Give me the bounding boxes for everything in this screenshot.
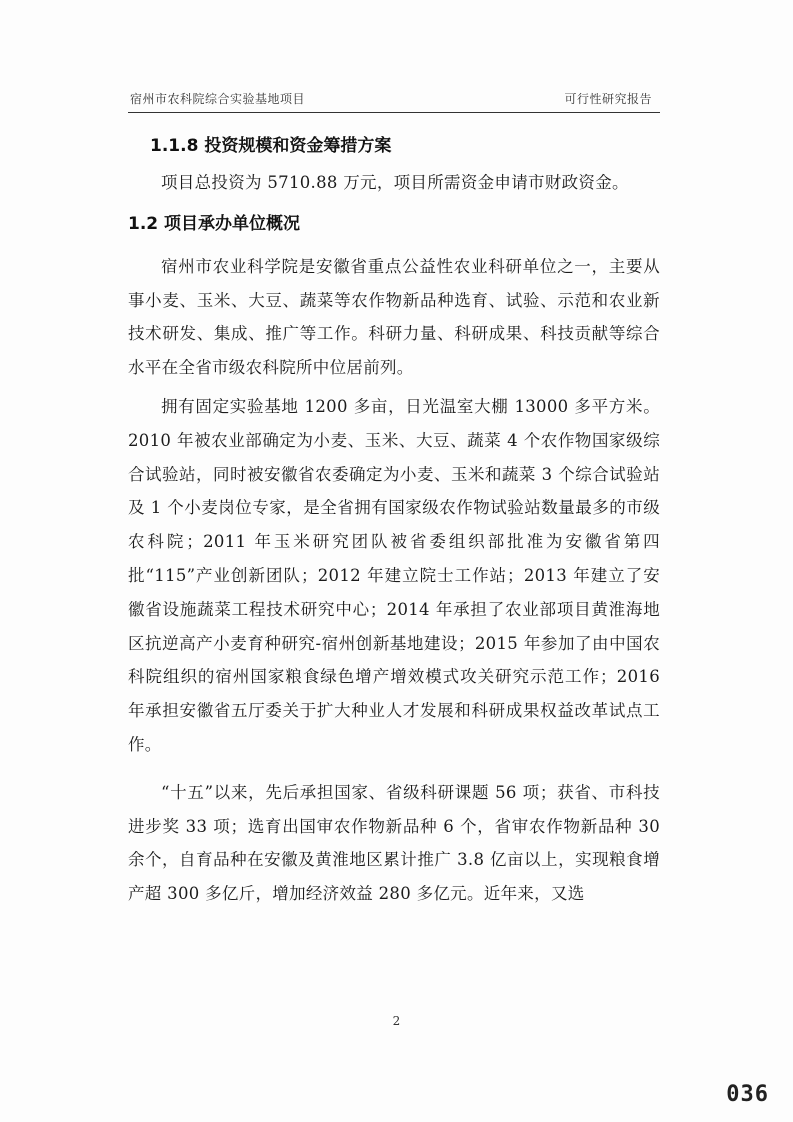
page-number: 2 [392, 1014, 401, 1028]
paragraph-unit-overview: 宿州市农业科学院是安徽省重点公益性农业科研单位之一，主要从事小麦、玉米、大豆、蔬菜等农作物新品种选育、试验、示范和农业新技术研发、集成、推广等工作。科研力量、科研成果、科技贡献等综合水平在全省市级农科院所中位居前列。 [128, 256, 660, 378]
header-divider [128, 112, 660, 113]
paragraph-achievements: “十五”以来，先后承担国家、省级科研课题 56 项；获省、市科技进步奖 33 项；选育出国审农作物新品种 6 个，省审农作物新品种 30 余个，自育品种在安徽及黄淮地区累计推广 3.8 亿亩以上，实现粮食增产超 300 多亿斤，增加经济效益 280 多亿元。近年来，又选 [128, 782, 660, 904]
stamped-sheet-number: 036 [726, 1082, 769, 1107]
section-heading-1-1-8: 1.1.8 投资规模和资金筹措方案 [150, 136, 392, 156]
running-header [128, 86, 660, 110]
header-report-type: 可行性研究报告 [564, 92, 652, 106]
section-heading-1-2: 1.2 项目承办单位概况 [128, 213, 301, 234]
header-project-title: 宿州市农科院综合实验基地项目 [130, 92, 306, 106]
paragraph-base-history: 拥有固定实验基地 1200 多亩，日光温室大棚 13000 多平方米。2010 年被农业部确定为小麦、玉米、大豆、蔬菜 4 个农作物国家级综合试验站，同时被安徽省农委确定为小麦、玉米和蔬菜 3 个综合试验站及 1 个小麦岗位专家，是全省拥有国家级农作物试验站数量最多的市级农科院；2011 年玉米研究团队被省委组织部批准为安徽省第四批“115”产业创新团队；2012 年建立院士工作站；2013 年建立了安徽省设施蔬菜工程技术研究中心；2014 年承担了农业部项目黄淮海地区抗逆高产小麦育种研究-宿州创新基地建设；2015 年参加了由中国农科院组织的宿州国家粮食绿色增产增效模式攻关研究示范工作；2016 年承担安徽省五厅委关于扩大种业人才发展和科研成果权益改革试点工作。 [128, 396, 660, 754]
paragraph-investment: 项目总投资为 5710.88 万元，项目所需资金申请市财政资金。 [161, 173, 629, 192]
body-content [128, 128, 660, 911]
